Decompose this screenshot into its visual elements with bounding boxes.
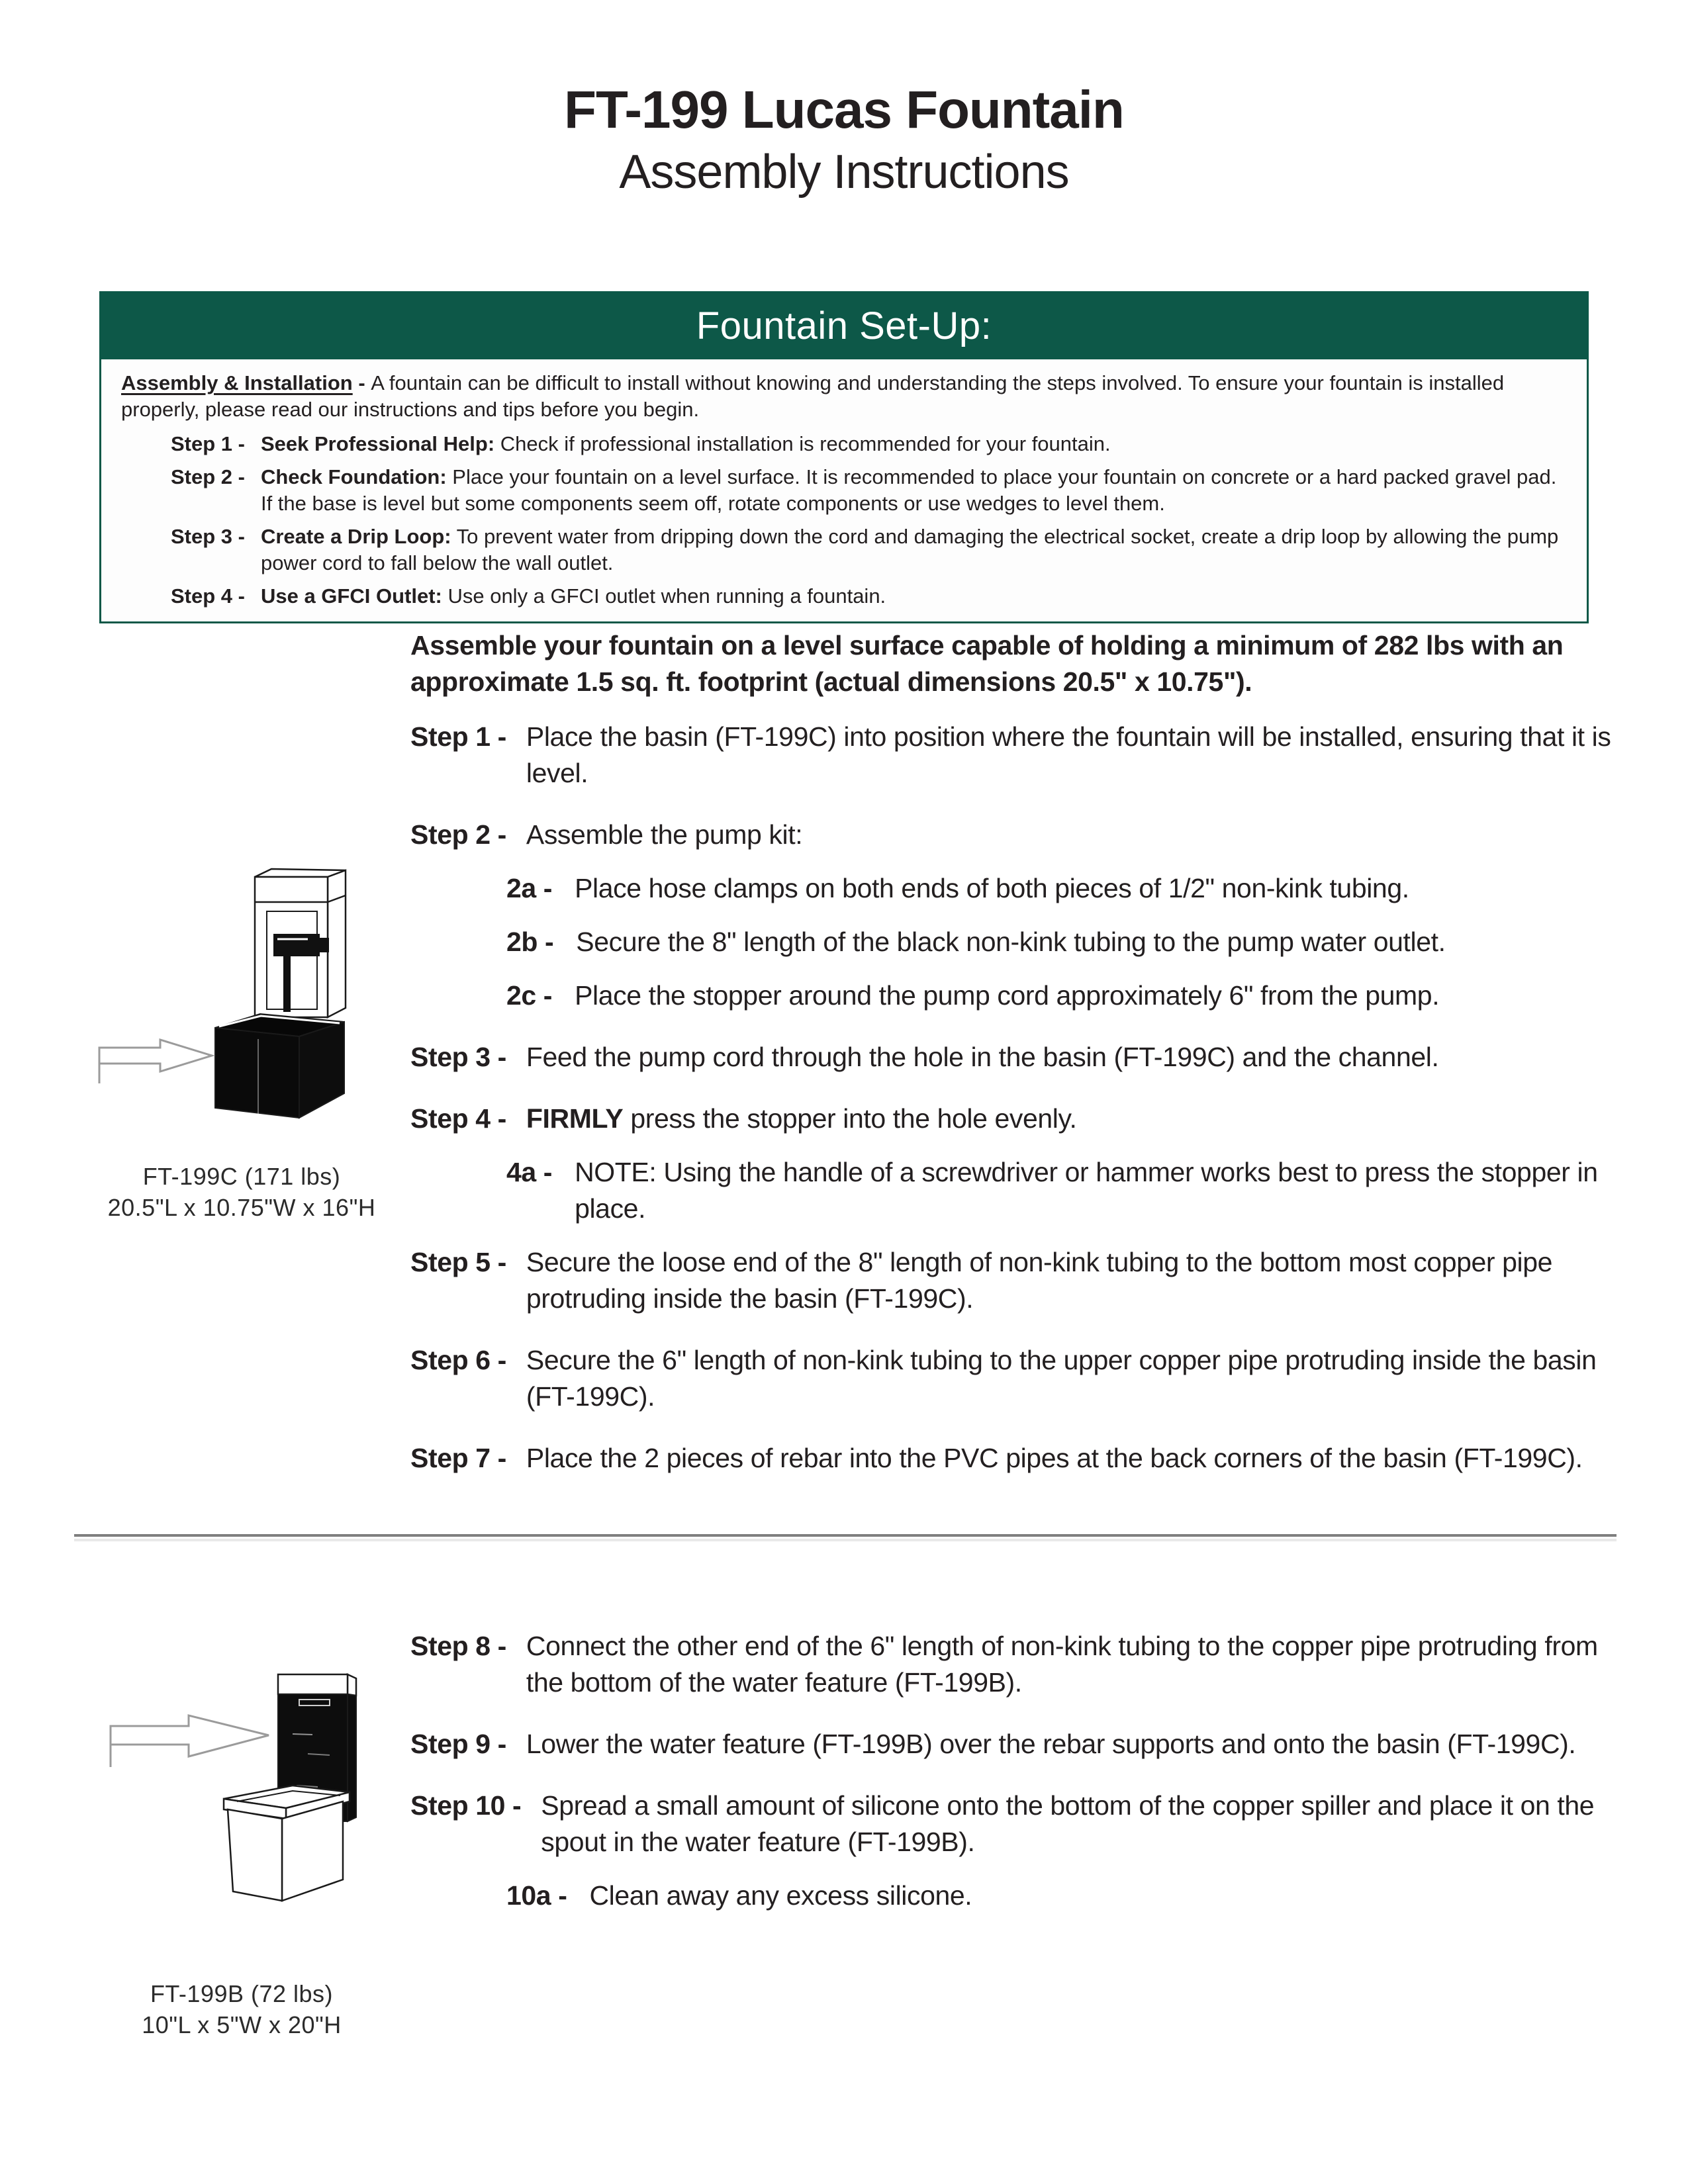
section-divider bbox=[74, 1534, 1617, 1537]
step-7 bbox=[410, 1440, 1618, 1477]
basin-drawing bbox=[79, 850, 404, 1152]
step-4a bbox=[506, 1154, 1618, 1227]
substep-body: Clean away any excess silicone. bbox=[589, 1880, 972, 1911]
step-1 bbox=[410, 719, 1618, 792]
water-feature-drawing bbox=[79, 1668, 404, 1969]
step-body: Secure the loose end of the 8" length of non-kink tubing to the bottom most copper pipe protruding inside the basin (FT-199C). bbox=[526, 1247, 1553, 1314]
arrow-right-icon bbox=[99, 1040, 212, 1083]
setup-step-text bbox=[261, 431, 1567, 457]
step-5 bbox=[410, 1244, 1618, 1317]
step-body: Feed the pump cord through the hole in the basin (FT-199C) and the channel. bbox=[526, 1042, 1439, 1072]
substep-text bbox=[575, 870, 1618, 907]
setup-step-bold: Seek Professional Help: bbox=[260, 432, 495, 455]
figure-caption-line2: 10"L x 5"W x 20"H bbox=[142, 2011, 342, 2038]
instructions-section-2 bbox=[410, 1628, 1618, 1914]
setup-step-label: Step 4 - bbox=[171, 584, 245, 608]
substep-body: Place the stopper around the pump cord approximately 6" from the pump. bbox=[575, 980, 1440, 1011]
step-2 bbox=[410, 817, 1618, 853]
step-2a bbox=[506, 870, 1618, 907]
step-body: Secure the 6" length of non-kink tubing to the upper copper pipe protruding inside the basin (FT-199C). bbox=[526, 1345, 1597, 1412]
step-text bbox=[526, 1628, 1618, 1701]
substep-label: 4a - bbox=[506, 1157, 553, 1187]
substep-body: NOTE: Using the handle of a screwdriver or hammer works best to press the stopper in place. bbox=[575, 1157, 1598, 1224]
step-body: Place the 2 pieces of rebar into the PVC pipes at the back corners of the basin (FT-199C). bbox=[526, 1443, 1583, 1473]
step-body: Lower the water feature (FT-199B) over the rebar supports and onto the basin (FT-199C). bbox=[526, 1729, 1576, 1759]
document-title-block bbox=[0, 78, 1688, 203]
substep-body: Secure the 8" length of the black non-kink tubing to the pump water outlet. bbox=[576, 927, 1446, 957]
setup-step-4 bbox=[171, 583, 1567, 610]
step-text bbox=[526, 1244, 1618, 1317]
figure-water-feature-ft199b bbox=[79, 1668, 404, 2040]
setup-step-text bbox=[261, 583, 1567, 610]
setup-step-label: Step 3 - bbox=[171, 525, 245, 548]
step-text bbox=[526, 817, 1618, 853]
substep-label: 2c - bbox=[506, 980, 553, 1011]
setup-step-bold: Check Foundation: bbox=[260, 465, 447, 488]
setup-step-1 bbox=[171, 431, 1567, 457]
step-body: press the stopper into the hole evenly. bbox=[623, 1103, 1077, 1134]
setup-step-2 bbox=[171, 464, 1567, 517]
step-label: Step 9 - bbox=[410, 1729, 506, 1759]
setup-step-body: Use only a GFCI outlet when running a fountain. bbox=[442, 584, 886, 608]
step-2c bbox=[506, 978, 1618, 1014]
step-3 bbox=[410, 1039, 1618, 1075]
figure-caption-line1: FT-199B (72 lbs) bbox=[150, 1980, 334, 2007]
setup-box-header: Fountain Set-Up: bbox=[101, 293, 1587, 359]
page-subtitle: Assembly Instructions bbox=[619, 146, 1069, 199]
step-body: Spread a small amount of silicone onto the bottom of the copper spiller and place it on the spout in the water feature (FT-199B). bbox=[541, 1790, 1595, 1857]
figure-caption-line2: 20.5"L x 10.75"W x 16"H bbox=[107, 1194, 376, 1221]
instructions-section-1 bbox=[410, 627, 1618, 1477]
surface-requirement-paragraph: Assemble your fountain on a level surface capable of holding a minimum of 282 lbs with an approximate 1.5 sq. ft. footprint (actual dimensions 20.5" x 10.75"). bbox=[410, 630, 1564, 697]
step-label: Step 3 - bbox=[410, 1042, 506, 1072]
step-text bbox=[526, 1039, 1618, 1075]
setup-step-body: Check if professional installation is recommended for your fountain. bbox=[494, 432, 1111, 455]
setup-intro-text: A fountain can be difficult to install without knowing and understanding the steps involved. To ensure your fountain is installed properly, please read our instructions and tips before you begin. bbox=[121, 371, 1505, 421]
substep-text bbox=[576, 924, 1618, 960]
substep-text bbox=[575, 1154, 1618, 1227]
step-10 bbox=[410, 1788, 1618, 1860]
step-body: Place the basin (FT-199C) into position where the fountain will be installed, ensuring that it is level. bbox=[526, 721, 1611, 788]
step-2b bbox=[506, 924, 1618, 960]
fountain-setup-box bbox=[99, 291, 1589, 623]
substep-label: 10a - bbox=[506, 1880, 567, 1911]
step-label: Step 4 - bbox=[410, 1103, 506, 1134]
setup-step-bold: Create a Drip Loop: bbox=[260, 525, 451, 548]
setup-step-text bbox=[261, 523, 1567, 576]
substep-text bbox=[575, 978, 1618, 1014]
step-text bbox=[541, 1788, 1618, 1860]
figure-caption bbox=[79, 1978, 404, 2040]
step-text bbox=[526, 1101, 1618, 1137]
substep-body: Place hose clamps on both ends of both pieces of 1/2" non-kink tubing. bbox=[575, 873, 1409, 903]
setup-box-body bbox=[101, 359, 1587, 621]
setup-step-body: To prevent water from dripping down the cord and damaging the electrical socket, create a drip loop by allowing the pump power cord to fall below the wall outlet. bbox=[260, 525, 1559, 574]
step-4 bbox=[410, 1101, 1618, 1137]
figure-caption bbox=[79, 1161, 404, 1223]
setup-intro-dash: - bbox=[352, 371, 371, 394]
step-text bbox=[526, 719, 1618, 792]
step-text bbox=[526, 1726, 1618, 1762]
figure-caption-line1: FT-199C (171 lbs) bbox=[142, 1163, 341, 1190]
step-8 bbox=[410, 1628, 1618, 1701]
step-label: Step 7 - bbox=[410, 1443, 506, 1473]
step-label: Step 2 - bbox=[410, 819, 506, 850]
page-title: FT-199 Lucas Fountain bbox=[564, 80, 1124, 139]
step-6 bbox=[410, 1342, 1618, 1415]
setup-step-label: Step 2 - bbox=[171, 465, 245, 488]
step-bold: FIRMLY bbox=[526, 1103, 624, 1134]
step-9 bbox=[410, 1726, 1618, 1762]
step-10a bbox=[506, 1878, 1618, 1914]
substep-label: 2a - bbox=[506, 873, 553, 903]
substep-label: 2b - bbox=[506, 927, 554, 957]
setup-step-text bbox=[261, 464, 1567, 517]
step-label: Step 6 - bbox=[410, 1345, 506, 1375]
step-label: Step 10 - bbox=[410, 1790, 522, 1821]
substep-text bbox=[589, 1878, 1618, 1914]
setup-step-3 bbox=[171, 523, 1567, 576]
setup-step-bold: Use a GFCI Outlet: bbox=[260, 584, 442, 608]
setup-step-body: Place your fountain on a level surface. It is recommended to place your fountain on concrete or a hard packed gravel pad. If the base is level but some components seem off, rotate components or use wedges to level them. bbox=[260, 465, 1557, 515]
step-label: Step 8 - bbox=[410, 1631, 506, 1661]
setup-intro-lead: Assembly & Installation bbox=[121, 371, 353, 394]
figure-basin-ft199c bbox=[79, 850, 404, 1223]
setup-intro-paragraph bbox=[121, 370, 1567, 423]
step-text bbox=[526, 1440, 1618, 1477]
arrow-right-icon bbox=[111, 1715, 269, 1767]
step-label: Step 1 - bbox=[410, 721, 506, 752]
step-text bbox=[526, 1342, 1618, 1415]
setup-step-label: Step 1 - bbox=[171, 432, 245, 455]
step-label: Step 5 - bbox=[410, 1247, 506, 1277]
step-body: Assemble the pump kit: bbox=[526, 819, 803, 850]
step-body: Connect the other end of the 6" length of non-kink tubing to the copper pipe protruding from the bottom of the water feature (FT-199B). bbox=[526, 1631, 1598, 1698]
